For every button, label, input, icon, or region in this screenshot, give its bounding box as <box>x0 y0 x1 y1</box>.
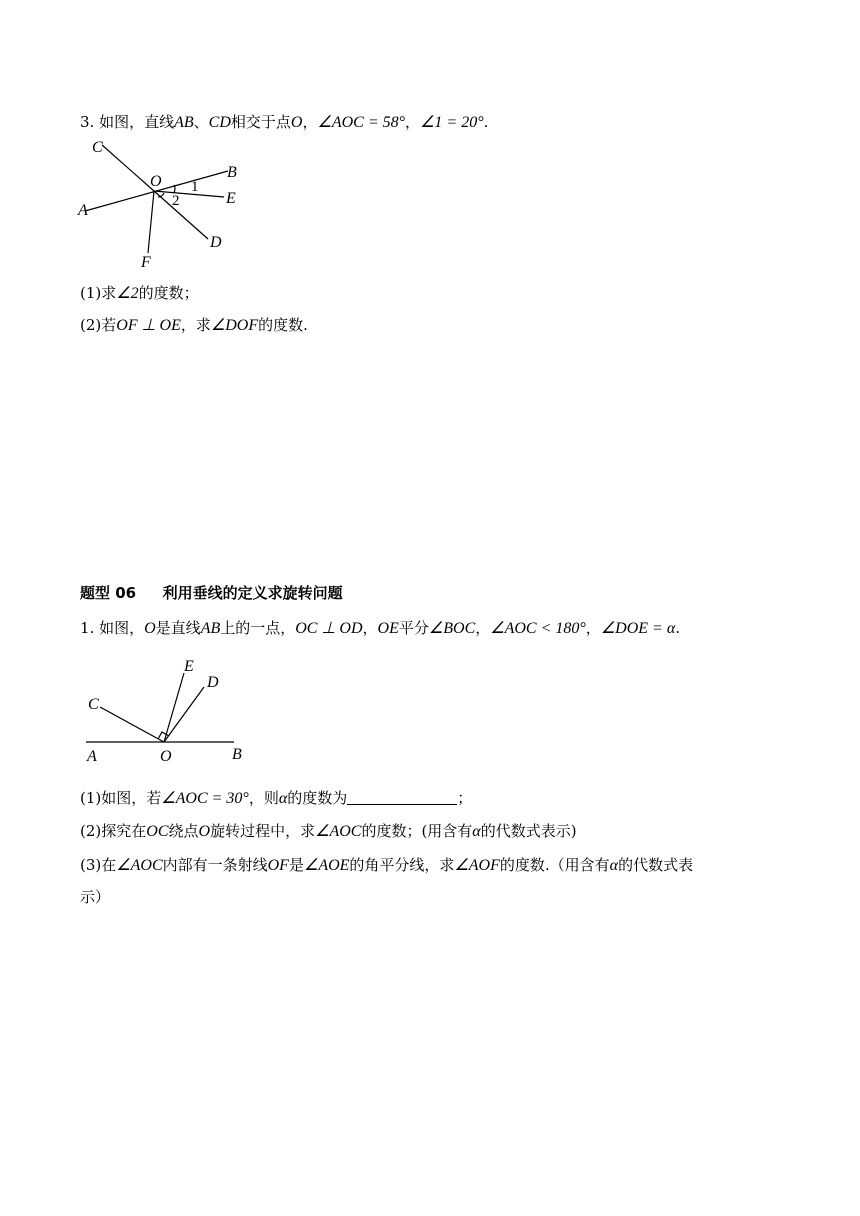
label-o-2: O <box>160 748 172 765</box>
label-c-2: C <box>88 696 99 713</box>
label-b: B <box>227 164 237 181</box>
p1-number: 1. <box>80 619 95 637</box>
label-b-2: B <box>232 746 242 763</box>
p1-sub2: (2)探究在OC绕点O旋转过程中，求∠AOC的度数；(用含有α的代数式表示) <box>80 822 577 840</box>
q3-statement: 3. 如图，直线AB、CD相交于点O，∠AOC = 58°，∠1 = 20°. <box>80 113 489 131</box>
answer-blank[interactable] <box>347 790 457 805</box>
label-a: A <box>78 202 88 219</box>
label-e: E <box>226 190 236 207</box>
p1-sub3: (3)在∠AOC内部有一条射线OF是∠AOE的角平分线，求∠AOF的度数.（用含有α的代数式表 <box>80 856 694 874</box>
angle1-arc <box>174 185 175 193</box>
label-o: O <box>150 173 162 190</box>
q3-number: 3. <box>80 113 95 131</box>
label-d: D <box>210 234 222 251</box>
q3-figure <box>70 135 250 270</box>
q3-sub1: (1)求∠2的度数； <box>80 284 199 302</box>
section-subtitle: 利用垂线的定义求旋转问题 <box>162 584 343 602</box>
line-oc-2 <box>100 707 164 742</box>
q3-sub2: (2)若OF ⊥ OE，求∠DOF的度数. <box>80 316 308 334</box>
line-oe <box>154 191 224 197</box>
section-title: 题型 06 <box>80 584 137 602</box>
label-1: 1 <box>191 179 199 195</box>
label-d-2: D <box>207 674 219 691</box>
line-co <box>102 145 154 191</box>
p1-figure <box>80 655 260 765</box>
label-2: 2 <box>172 193 180 209</box>
label-f: F <box>141 254 151 271</box>
p1-sub1: (1)如图，若∠AOC = 30°，则α的度数为 ； <box>80 789 473 807</box>
line-of <box>148 191 154 253</box>
line-od-2 <box>164 687 204 742</box>
label-a-2: A <box>87 748 97 765</box>
line-od <box>154 191 208 239</box>
label-c: C <box>92 139 103 156</box>
p1-sub3-cont: 示） <box>80 888 111 906</box>
line-oe-2 <box>164 673 184 742</box>
label-e-2: E <box>184 658 194 675</box>
p1-statement: 1. 如图，O是直线AB上的一点，OC ⊥ OD，OE平分∠BOC，∠AOC < 180°，∠DOE = α. <box>80 619 681 637</box>
section-heading <box>80 583 343 603</box>
